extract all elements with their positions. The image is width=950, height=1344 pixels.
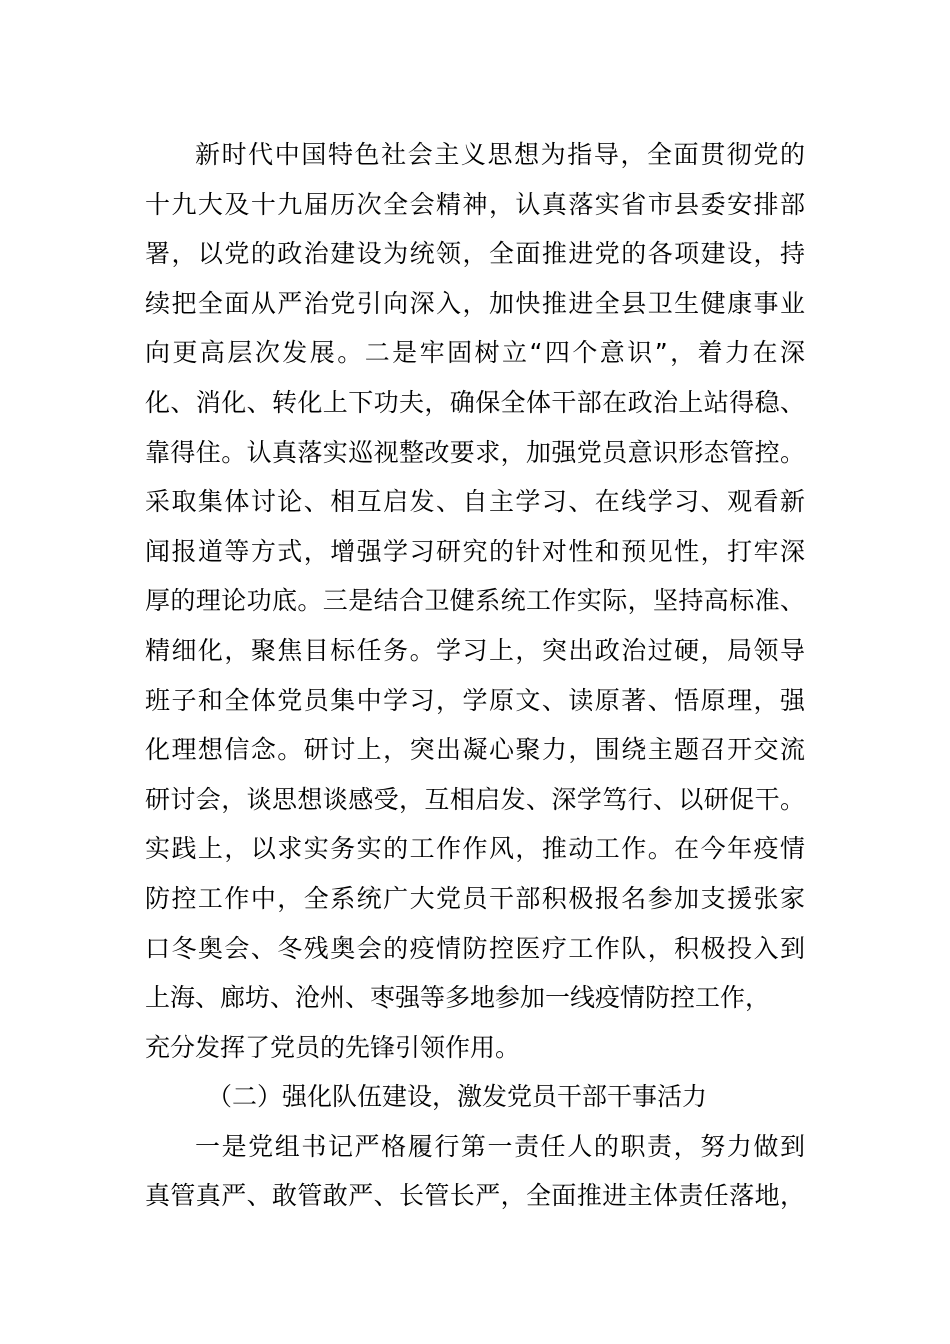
text-line: 十九大及十九届历次全会精神，认真落实省市县委安排部 — [145, 189, 805, 219]
text-line: 实践上，以求实务实的工作作风，推动工作。在今年疫情 — [145, 834, 805, 864]
text-line: 上海、廊坊、沧州、枣强等多地参加一线疫情防控工作， — [145, 983, 771, 1013]
text-line: 化、消化、转化上下功夫，确保全体干部在政治上站得稳、 — [145, 387, 805, 417]
text-line: 真管真严、敢管敢严、长管长严，全面推进主体责任落地， — [145, 1181, 805, 1211]
document-body — [145, 130, 805, 1221]
text-line: 研讨会，谈思想谈感受，互相启发、深学笃行、以研促干。 — [145, 784, 805, 814]
section-heading: （二）强化队伍建设，激发党员干部干事活力 — [207, 1082, 708, 1112]
text-line: 一是党组书记严格履行第一责任人的职责，努力做到 — [195, 1131, 805, 1161]
text-line: 闻报道等方式，增强学习研究的针对性和预见性，打牢深 — [145, 536, 805, 566]
text-line: 化理想信念。研讨上，突出凝心聚力，围绕主题召开交流 — [145, 735, 805, 765]
text-line: 向更高层次发展。二是牢固树立“四个意识”，着力在深 — [145, 338, 805, 368]
text-line: 靠得住。认真落实巡视整改要求，加强党员意识形态管控。 — [145, 437, 805, 467]
text-line: 精细化，聚焦目标任务。学习上，突出政治过硬，局领导 — [145, 635, 805, 665]
text-line: 新时代中国特色社会主义思想为指导，全面贯彻党的 — [195, 140, 805, 169]
text-line: 署，以党的政治建设为统领，全面推进党的各项建设，持 — [145, 239, 805, 269]
text-line: 续把全面从严治党引向深入，加快推进全县卫生健康事业 — [145, 288, 805, 318]
text-line: 厚的理论功底。三是结合卫健系统工作实际，坚持高标准、 — [145, 586, 805, 616]
text-line: 采取集体讨论、相互启发、自主学习、在线学习、观看新 — [145, 487, 805, 517]
text-line: 防控工作中，全系统广大党员干部积极报名参加支援张家 — [145, 883, 805, 913]
text-line: 班子和全体党员集中学习，学原文、读原著、悟原理，强 — [145, 685, 805, 715]
text-line: 口冬奥会、冬残奥会的疫情防控医疗工作队，积极投入到 — [145, 933, 805, 963]
text-line: 充分发挥了党员的先锋引领作用。 — [145, 1032, 521, 1062]
